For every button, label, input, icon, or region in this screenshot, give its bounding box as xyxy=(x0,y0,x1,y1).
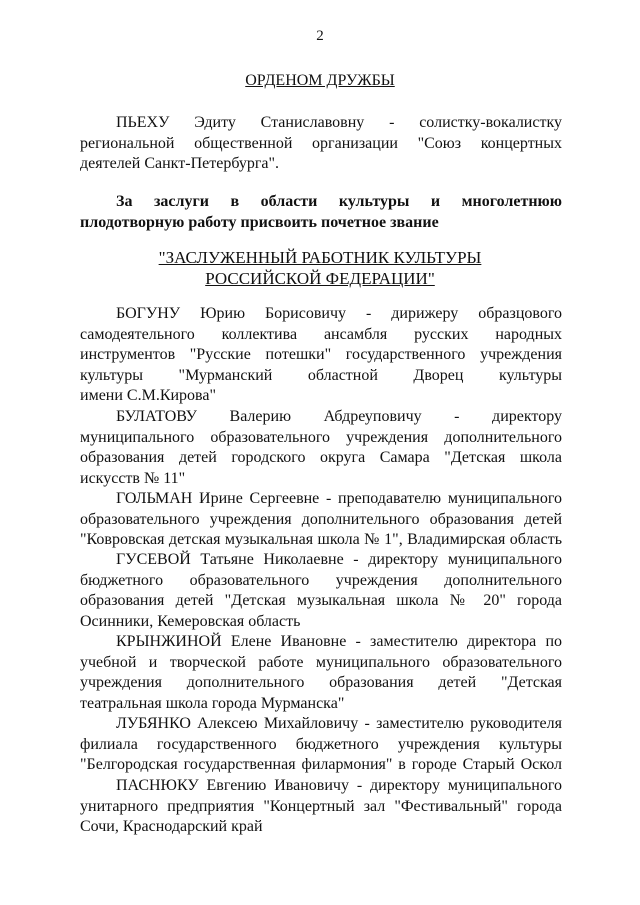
awardee-lubyanko xyxy=(80,714,562,776)
text-line: филиала государственного бюджетного учреждения культуры xyxy=(80,735,562,753)
text-line: "Белгородская государственная филармония" в городе Старый Оскол xyxy=(80,756,562,773)
text-line: образования детей "Детская музыкальная школа № 20" города xyxy=(80,592,562,609)
text-line: "Ковровская детская музыкальная школа № 1", Владимирская область xyxy=(80,531,562,548)
decree-text xyxy=(80,192,562,233)
order-heading: ОРДЕНОМ ДРУЖБЫ xyxy=(245,72,395,89)
text-line: унитарного предприятия "Концертный зал "Фестивальный" города xyxy=(80,797,562,815)
text-line: КРЫНЖИНОЙ Елене Ивановне - заместителю директора по xyxy=(116,633,562,650)
order-entry xyxy=(80,113,562,175)
text-line: образования детей городского округа Самара "Детская школа xyxy=(80,449,562,466)
text-line: БУЛАТОВУ Валерию Абдреуповичу - директору xyxy=(116,408,562,425)
text-line: инструментов "Русские потешки" государственного учреждения xyxy=(80,346,562,363)
text-line: муниципального образовательного учреждения дополнительного xyxy=(80,428,562,446)
text-line: БОГУНУ Юрию Борисовичу - дирижеру образцового xyxy=(116,305,562,322)
text-line: ПАСНЮКУ Евгению Ивановичу - директору муниципального xyxy=(116,777,562,794)
text-line: имени С.М.Кирова" xyxy=(80,387,217,404)
awardee-bulatovu xyxy=(80,407,562,489)
text-line: ГОЛЬМАН Ирине Сергеевне - преподавателю муниципального xyxy=(116,490,562,507)
title-line: "ЗАСЛУЖЕННЫЙ РАБОТНИК КУЛЬТУРЫ xyxy=(158,248,482,267)
text-line: бюджетного образовательного учреждения дополнительного xyxy=(80,571,562,589)
text-line: искусств № 11" xyxy=(80,469,186,487)
text-line: учреждения дополнительного образования детей "Детская xyxy=(80,674,562,691)
awardee-golman xyxy=(80,489,562,551)
text-line: ПЬЕХУ Эдиту Станиславовну - солистку-вокалистку xyxy=(116,114,562,131)
awardee-pasnyuku xyxy=(80,776,562,838)
awardee-gusevoy xyxy=(80,550,562,632)
text-line: За заслуги в области культуры и многолетнюю xyxy=(116,193,562,210)
text-line: учебной и творческой работе муниципального образовательного xyxy=(80,653,562,671)
text-line: театральная школа города Мурманска" xyxy=(80,694,345,712)
text-line: ГУСЕВОЙ Татьяне Николаевне - директору муниципального xyxy=(116,551,562,568)
text-line: культуры "Мурманский областной Дворец культуры xyxy=(80,366,562,384)
text-line: Осинники, Кемеровская область xyxy=(80,612,301,630)
text-line: ЛУБЯНКО Алексею Михайловичу - заместителю руководителя xyxy=(116,715,562,732)
text-line: плодотворную работу присвоить почетное звание xyxy=(80,213,439,231)
awardee-krynzhinoy xyxy=(80,632,562,714)
text-line: деятелей Санкт-Петербурга". xyxy=(80,155,280,172)
text-line: самодеятельного коллектива ансамбля русских народных xyxy=(80,325,562,343)
text-line: Сочи, Краснодарский край xyxy=(80,818,263,835)
title-line: РОССИЙСКОЙ ФЕДЕРАЦИИ" xyxy=(205,269,435,288)
text-line: региональной общественной организации "Союз концертных xyxy=(80,134,562,152)
page-number: 2 xyxy=(316,28,324,44)
honorary-title xyxy=(0,247,640,289)
text-line: образовательного учреждения дополнительного образования детей xyxy=(80,510,562,528)
awardee-bogunu xyxy=(80,304,562,407)
